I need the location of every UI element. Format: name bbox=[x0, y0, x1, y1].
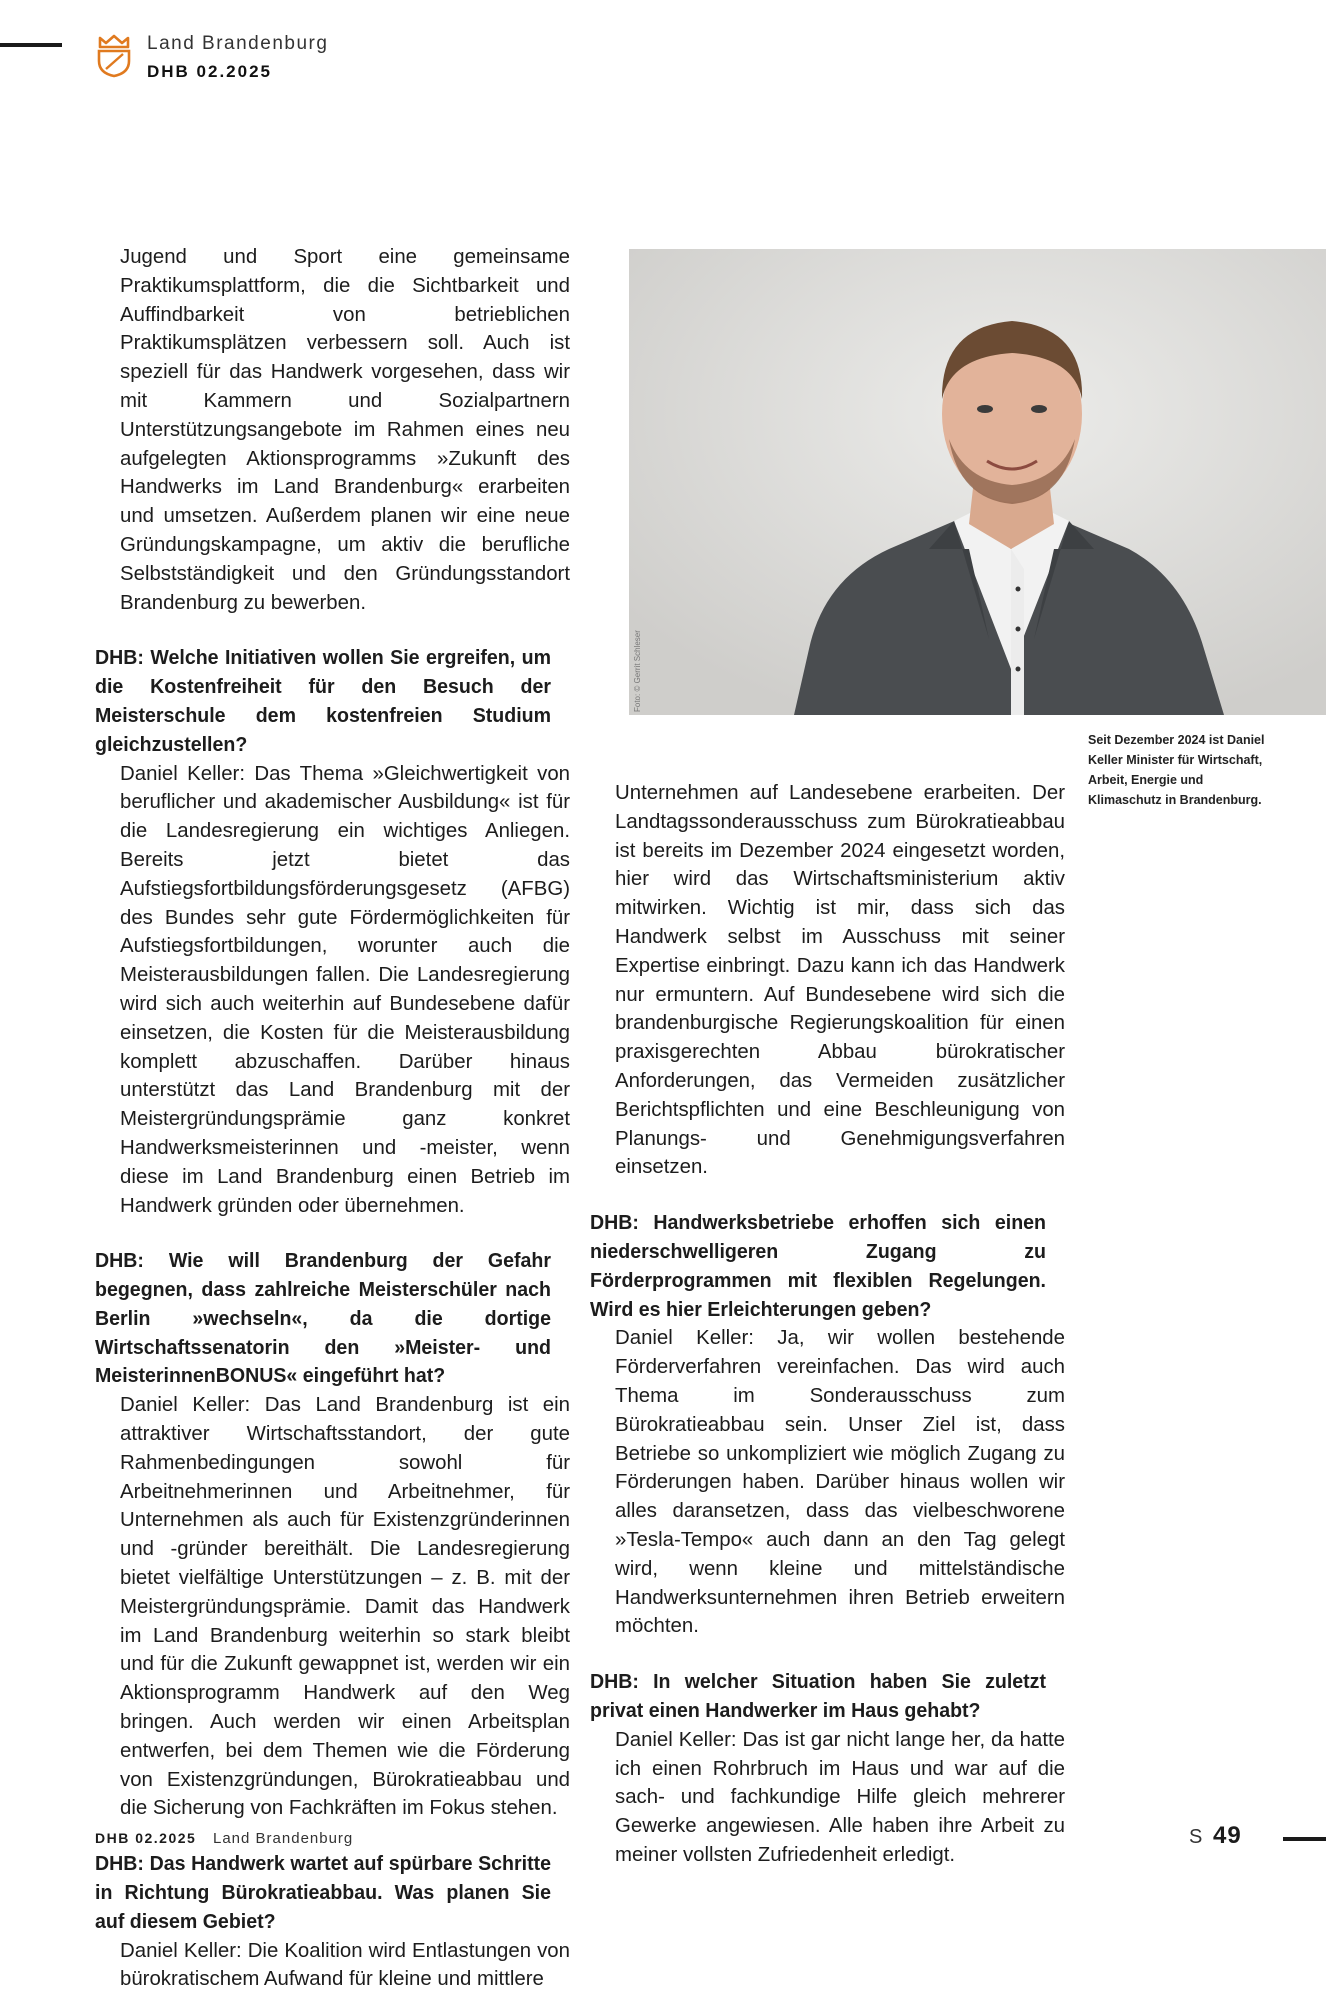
footer-rule bbox=[1283, 1837, 1326, 1841]
page-number: 49 bbox=[1213, 1822, 1242, 1849]
interview-answer: Daniel Keller: Das ist gar nicht lange her, da hatte ich einen Rohrbruch im Haus und war auf die sach- und fachkundige Hilfe gleich mehrerer Gewerke angewiesen. Alle haben ihre Arbeit zu meiner vollsten Zufriedenheit erledigt. bbox=[615, 1728, 1065, 1866]
interview-answer: Jugend und Sport eine gemeinsame Praktikumsplattform, die die Sichtbarkeit und Auffindbarkeit von betrieblichen Praktikumsplätzen verbessern soll. Auch ist speziell für das Handwerk vorgesehen, dass wir mit Kammern und Sozialpartnern Unterstützungsangebote im Rahmen eines neu aufgelegten Aktionsprogramms »Zukunft des Handwerks im Land Brandenburg« erarbeiten und umsetzen. Außerdem planen wir eine neue Gründungskampagne, um aktiv die berufliche Selbstständigkeit und den Gründungsstandort Brandenburg zu bewerben. bbox=[120, 246, 570, 614]
article-column-left bbox=[95, 243, 570, 1994]
header-issue: DHB 02.2025 bbox=[147, 62, 273, 81]
interview-question: DHB: Welche Initiativen wollen Sie ergreifen, um die Kostenfreiheit für den Besuch der Meisterschule dem kostenfreien Studium gleichzustellen? bbox=[95, 647, 551, 756]
interview-question: DHB: Wie will Brandenburg der Gefahr begegnen, dass zahlreiche Meisterschüler nach Berlin »wechseln«, da die dortige Wirtschaftssenatorin den »Meister- und MeisterinnenBONUS« eingeführt hat? bbox=[95, 1250, 551, 1388]
photo-credit: Foto: © Gerrit Schleser bbox=[633, 630, 642, 712]
header-rule bbox=[0, 43, 62, 47]
portrait-photo bbox=[629, 249, 1326, 715]
page-prefix: S bbox=[1189, 1826, 1203, 1848]
portrait-illustration bbox=[629, 249, 1326, 715]
interview-question: DHB: Das Handwerk wartet auf spürbare Schritte in Richtung Bürokratieabbau. Was planen Sie auf diesem Gebiet? bbox=[95, 1853, 551, 1933]
footer-issue: DHB 02.2025 bbox=[95, 1830, 197, 1846]
interview-question: DHB: Handwerksbetriebe erhoffen sich einen niederschwelligeren Zugang zu Förderprogrammen mit flexiblen Regelungen. Wird es hier Erleichterungen geben? bbox=[590, 1212, 1046, 1321]
article-column-right bbox=[590, 779, 1065, 1870]
brandenburg-crown-shield-icon bbox=[94, 34, 134, 78]
interview-answer: Daniel Keller: Das Thema »Gleichwertigkeit von beruflicher und akademischer Ausbildung« ist für die Landesregierung ein wichtiges Anliegen. Bereits jetzt bietet das Aufstiegsfortbildungsförderungsgesetz (AFBG) des Bundes sehr gute Fördermöglichkeiten für Aufstiegsfortbildungen, worunter auch die Meisterausbildungen fallen. Die Landesregierung wird sich auch weiterhin auf Bundesebene dafür einsetzen, die Kosten für die Meisterausbildung komplett abzuschaffen. Darüber hinaus unterstützt das Land Brandenburg mit der Meistergründungsprämie ganz konkret Handwerksmeisterinnen und -meister, wenn diese im Land Brandenburg einen Betrieb im Handwerk gründen oder übernehmen. bbox=[120, 762, 570, 1217]
photo-caption: Seit Dezember 2024 ist Daniel Keller Minister für Wirtschaft, Arbeit, Energie und Klimaschutz in Brandenburg. bbox=[1088, 733, 1265, 807]
footer-region: Land Brandenburg bbox=[213, 1830, 354, 1847]
interview-answer: Daniel Keller: Das Land Brandenburg ist ein attraktiver Wirtschaftsstandort, der gute Rahmenbedingungen sowohl für Arbeitnehmerinnen und Arbeitnehmer, für Unternehmen als auch für Existenzgründerinnen und -gründer bereithält. Die Landesregierung bietet vielfältige Unterstützungen – z. B. mit der Meistergründungsprämie. Damit das Handwerk im Land Brandenburg weiterhin so stark bleibt und für die Zukunft gewappnet ist, werden wir ein Aktionsprogramm Handwerk auf den Weg bringen. Auch werden wir einen Arbeitsplan entwerfen, bei dem Themen wie die Förderung von Existenzgründungen, Bürokratieabbau und die Sicherung von Fachkräften im Fokus stehen. bbox=[120, 1394, 570, 1820]
interview-answer: Daniel Keller: Die Koalition wird Entlastungen von bürokratischem Aufwand für kleine und mittlere bbox=[120, 1939, 570, 1991]
interview-answer: Unternehmen auf Landesebene erarbeiten. Der Landtagssonderausschuss zum Bürokratieabbau ist bereits im Dezember 2024 eingesetzt worden, hier wird das Wirtschaftsministerium aktiv mitwirken. Wichtig ist mir, dass sich das Handwerk selbst im Ausschuss mit seiner Expertise einbringt. Dazu kann ich das Handwerk nur ermuntern. Auf Bundesebene wird sich die brandenburgische Regierungskoalition für einen praxisgerechten Abbau bürokratischer Anforderungen, das Vermeiden zusätzlicher Berichtspflichten und eine Beschleunigung von Planungs- und Genehmigungsverfahren einsetzen. bbox=[615, 782, 1065, 1179]
header-region: Land Brandenburg bbox=[147, 33, 329, 54]
interview-question: DHB: In welcher Situation haben Sie zuletzt privat einen Handwerker im Haus gehabt? bbox=[590, 1671, 1046, 1722]
interview-answer: Daniel Keller: Ja, wir wollen bestehende Förderverfahren vereinfachen. Das wird auch Thema im Sonderausschuss zum Bürokratieabbau sein. Unser Ziel ist, dass Betriebe so unkompliziert wie möglich Zugang zu Förderungen haben. Darüber hinaus wollen wir alles daransetzen, dass das vielbeschworene »Tesla-Tempo« auch dann an den Tag gelegt wird, wenn kleine und mittelständische Handwerksunternehmen ihren Betrieb erweitern möchten. bbox=[615, 1327, 1065, 1638]
